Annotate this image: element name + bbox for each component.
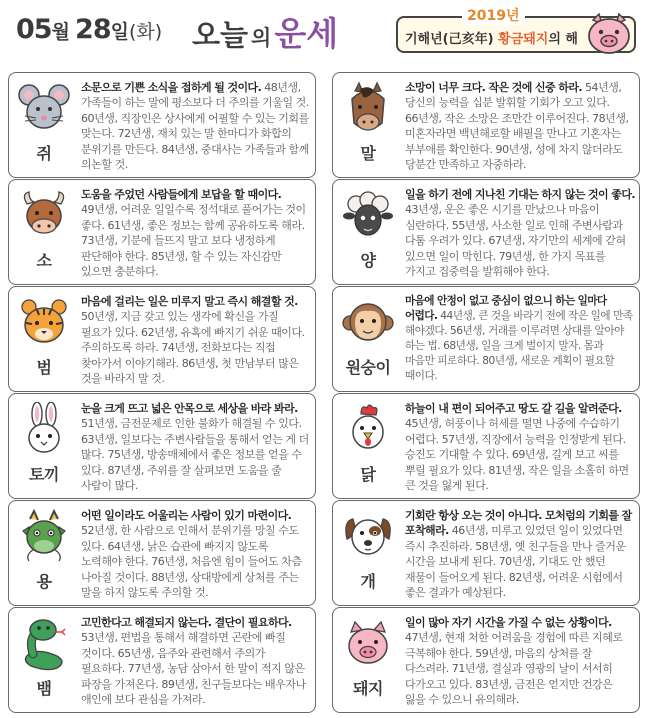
fortune-body: 46년생, 미루고 있었던 일이 있었다면 즉시 추진하라. 58년생, 옛 친구들을 만나 즐거운 시간을 보내게 된다. 70년생, 기대도 안 했던 재물이 들어오게 된다. 82년생, 어려운 시험에서 좋은 결과가 예상된다. [405,524,626,600]
date [16,14,162,45]
fortune-text [405,508,635,600]
animal-tiger [13,291,75,389]
animal-name: 소 [36,251,52,270]
fortune-body: 44년생, 큰 것을 바라기 전에 작은 일에 만족 해야겠다. 56년생, 거래를 이루려면 상대를 알아야 하는 법. 68년생, 일을 크게 벌이지 말자. 몸과 마음만 피로하다. 80년생, 새로운 계획이 필요할 때이다. [405,310,633,382]
animal-name: 용 [36,572,52,591]
fortune-headline: 어떤 일이라도 어울리는 사람이 있기 마련이다. [81,509,292,522]
fortune-text [81,80,311,172]
fortune-text [81,401,311,493]
animal-dragon [13,505,75,603]
dog-icon [341,509,395,565]
fortune-body: 52년생, 한 사람으로 인해서 분위기를 망칠 수도 있다. 64년생, 낡은 습관에 빠지지 않도록 노력해야 한다. 76년생, 처음엔 힘이 들어도 차츰 나아질 것이다. 88년생, 상대방에게 상처를 주는 말을 하지 않도록 주의할 것. [81,524,302,600]
title-today: 오늘 [192,18,249,52]
fortune-card-rooster [332,393,640,499]
fortune-headline: 소문으로 기쁜 소식을 접하게 될 것이다. [81,81,262,94]
animal-name: 닭 [360,465,376,484]
animal-name: 말 [360,144,376,163]
dragon-icon [17,509,71,565]
fortune-body: 49년생, 어려운 일일수록 정석대로 풀어가는 것이 좋다. 61년생, 좋은 정보는 함께 공유하도록 해라. 73년생, 기분에 들뜨지 말고 보다 냉정하게 판단해야 한다. 85년생, 할 수 있는 자신감만 있으면 충분하다. [81,203,306,279]
fortune-headline: 도움을 주었던 사람들에게 보답을 할 때이다. [81,188,282,201]
year-badge: 2019년 [462,5,525,25]
fortune-card-snake [8,607,316,713]
fortune-text [81,187,311,279]
animal-sheep [337,184,399,282]
fortune-headline: 하늘이 내 편이 되어주고 땅도 갈 길을 알려준다. [405,402,622,415]
animal-name: 개 [360,572,376,591]
animal-name: 쥐 [36,144,52,163]
fortune-card-sheep [332,179,640,285]
animal-name: 원숭이 [345,358,391,377]
fortune-body: 53년생, 편법을 통해서 해결하면 곤란에 빠질 것이다. 65년생, 음주와 관련해서 주의가 필요하다. 77년생, 농담 삼아서 한 말이 적지 않은 파장을 가져온다. 89년생, 친구들보다는 배우자나 애인에 보다 관심을 가져라. [81,631,306,707]
fortune-text [405,187,635,279]
page-title [192,8,338,55]
animal-name: 토끼 [29,465,59,484]
animal-snake [13,612,75,710]
fortune-card-rabbit [8,393,316,499]
month: 05 [16,14,52,45]
day: 28 [75,14,111,45]
fortune-card-tiger [8,286,316,392]
animal-name: 돼지 [353,679,383,698]
rat-icon [17,81,71,137]
fortune-body: 43년생, 운은 좋은 시기를 만났으나 마음이 심란하다. 55년생, 사소한 일로 인해 주변사람과 다툼 우려가 있다. 67년생, 자기만의 세계에 갇혀 있으면 일이 막힌다. 79년생, 한 가지 목표를 가지고 집중력을 발휘해야 한다. [405,203,626,279]
sheep-icon [341,188,395,244]
animal-dog [337,505,399,603]
fortune-card-dog [332,500,640,606]
fortune-text [81,615,311,707]
year-highlight: 황금돼지 [498,32,549,47]
fortune-headline: 일이 많아 자기 시간을 가질 수 없는 상황이다. [405,616,612,629]
month-unit: 월 [51,21,70,43]
fortune-headline: 마음에 걸리는 일은 미루지 말고 즉시 해결할 것. [81,295,298,308]
animal-name: 뱀 [36,679,52,698]
rooster-icon [341,402,395,458]
animal-horse [337,77,399,175]
fortune-text [81,294,311,386]
year-suffix: 의 해 [548,32,578,47]
horse-icon [341,81,395,137]
rabbit-icon [17,402,71,458]
animal-monkey [337,291,399,389]
fortune-body: 50년생, 지금 갖고 있는 생각에 확신을 가질 필요가 있다. 62년생, 유혹에 빠지기 쉬운 때이다. 주의하도록 하라. 74년생, 전화보다는 직접 찾아가서 이야기해라. 86년생, 첫 만남부터 많은 것을 바라지 말 것. [81,310,305,386]
fortune-headline: 눈을 크게 뜨고 넓은 안목으로 세상을 바라 봐라. [81,402,298,415]
fortune-headline: 소망이 너무 크다. 작은 것에 신중 하라. [405,81,582,94]
tiger-icon [17,295,71,351]
fortune-headline: 일을 하기 전에 지나친 기대는 하지 않는 것이 좋다. [405,188,635,201]
fortune-body: 45년생, 허풍이나 허세를 떨면 나중에 수습하기 어렵다. 57년생, 직장에서 능력을 인정받게 된다. 승진도 기대할 수 있다. 69년생, 길게 보고 씨를 뿌릴 필요가 있다. 81년생, 작은 일을 소홀히 하면 큰 것을 잃게 된다. [405,417,629,493]
fortune-text [405,294,635,384]
snake-icon [17,616,71,672]
fortune-body: 54년생, 당신의 능력을 십분 발휘할 기회가 오고 있다. 66년생, 작은 소망은 조만간 이루어진다. 78년생, 미혼자라면 백년해로할 배필을 만나고 기혼자는 부부애를 확인한다. 90년생, 성에 차지 않더라도 당분간 만족하고 자중하라. [405,81,629,172]
fortune-text [405,615,635,707]
fortune-card-pig [332,607,640,713]
fortune-text [405,80,635,172]
title-of: 의 [251,26,272,50]
animal-ox [13,184,75,282]
fortune-headline: 기회란 항상 오는 것이 아니다. 모처럼의 기회를 잘 포착해라. [405,509,632,538]
year-label: 기해년(己亥年) [405,32,494,47]
fortune-card-rat [8,72,316,178]
monkey-icon [341,295,395,351]
pig-logo-icon [584,12,634,56]
animal-pig [337,612,399,710]
title-fortune: 운세 [274,14,339,53]
weekday: (화) [128,21,163,43]
year-text [405,28,578,47]
fortune-card-horse [332,72,640,178]
fortune-card-dragon [8,500,316,606]
header [0,0,649,64]
fortune-body: 48년생, 가족들이 하는 말에 평소보다 더 주의를 기울일 것. 60년생, 직장인은 상사에게 어필할 수 있는 기회를 맞는다. 72년생, 재치 있는 말 한마디가 화합의 분위기를 만든다. 84년생, 중대사는 가족들과 함께 의논할 것. [81,81,309,172]
day-unit: 일 [110,21,129,43]
fortune-headline: 마음에 안정이 없고 중심이 없으니 하는 일마다 어렵다. [405,295,607,322]
fortune-body: 47년생, 현재 처한 어려움을 경험에 따른 지혜로 극복해야 한다. 59년생, 마음의 상처를 잘 다스려라. 71년생, 결실과 영광의 날이 서서히 다가오고 있다. 83년생, 금전은 얻지만 건강은 잃을 수 있으니 유의해라. [405,631,623,707]
fortune-headline: 고민한다고 해결되지 않는다. 결단이 필요하다. [81,616,292,629]
pig-icon [341,616,395,672]
fortune-text [81,508,311,600]
fortune-card-monkey [332,286,640,392]
fortune-body: 51년생, 금전문제로 인한 불화가 해결될 수 있다. 63년생, 일보다는 주변사람들을 통해서 얻는 게 더 많다. 75년생, 방송매체에서 좋은 정보를 얻을 수 있다. 87년생, 주위를 잘 살펴보면 도움을 줄 사람이 많다. [81,417,309,493]
animal-rabbit [13,398,75,496]
fortune-text [405,401,635,493]
animal-rat [13,77,75,175]
fortune-card-ox [8,179,316,285]
animal-name: 범 [36,358,52,377]
ox-icon [17,188,71,244]
animal-name: 양 [360,251,376,270]
animal-rooster [337,398,399,496]
